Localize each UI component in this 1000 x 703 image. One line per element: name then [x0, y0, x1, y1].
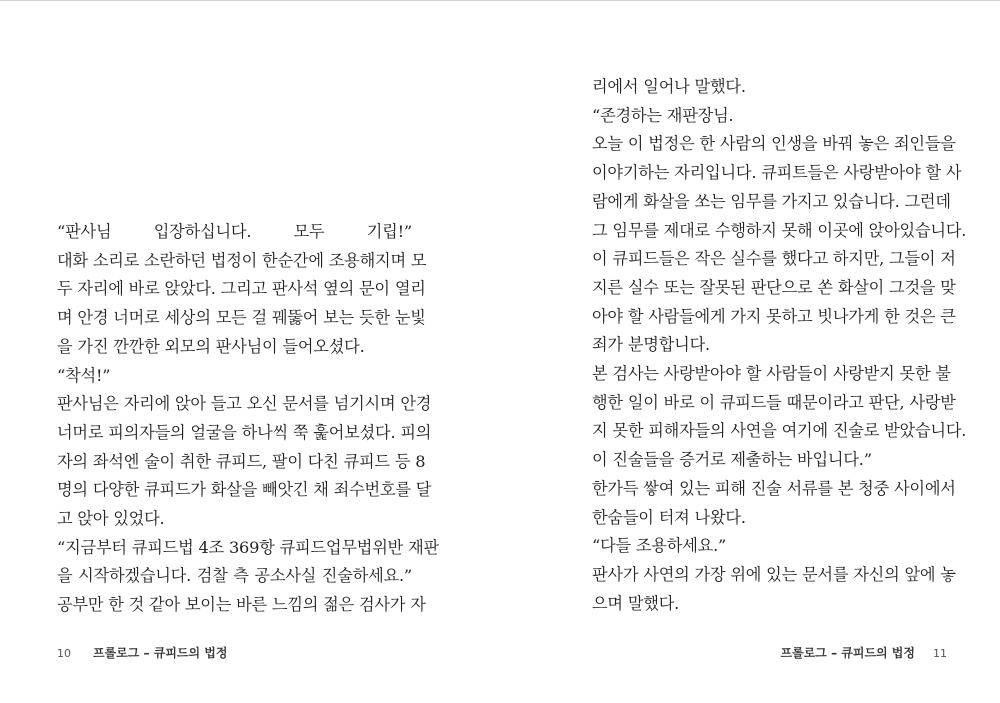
page-number: 10 — [57, 647, 71, 660]
text-line: “존경하는 재판장님. — [592, 105, 734, 125]
text-line: 본 검사는 사랑받아야 할 사람들이 사랑받지 못한 불 — [592, 364, 951, 384]
text-line: 그 임무를 제대로 수행하지 못해 이곳에 앉아있습니다. — [592, 220, 967, 240]
text-line: 자의 좌석엔 술이 취한 큐피드, 팔이 다친 큐피드 등 8 — [57, 451, 426, 471]
text-line: 대화 소리로 소란하던 법정이 한순간에 조용해지며 모 — [57, 250, 427, 270]
right-page — [500, 0, 1000, 703]
text-line: 을 시작하겠습니다. 검찰 측 공소사실 진술하세요.” — [57, 566, 412, 586]
text-line: 으며 말했다. — [592, 593, 680, 613]
text-line: 판사가 사연의 가장 위에 있는 문서를 자신의 앞에 놓 — [592, 564, 956, 584]
text-line: “착석!” — [57, 365, 111, 385]
right-page-footer — [781, 644, 947, 661]
text-line: 고 앉아 있었다. — [57, 509, 165, 529]
text-line: 판사님은 자리에 앉아 들고 오신 문서를 넘기시며 안경 — [57, 394, 432, 414]
text-line: “다들 조용하세요.” — [592, 536, 727, 556]
text-line: 지른 실수 또는 잘못된 판단으로 쏜 화살이 그것을 맞 — [592, 277, 956, 297]
text-line: 행한 일이 바로 이 큐피드들 때문이라고 판단, 사랑받 — [592, 392, 956, 412]
text-line: “판사님 입장하십니다. 모두 기립!” — [57, 222, 412, 241]
text-line: 리에서 일어나 말했다. — [592, 77, 746, 96]
running-title: 프롤로그 – 큐피드의 법정 — [93, 646, 228, 660]
text-line: 한가득 쌓여 있는 피해 진술 서류를 본 청중 사이에서 — [592, 478, 956, 498]
text-line: 람에게 화살을 쏘는 임무를 가지고 있습니다. 그런데 — [592, 191, 951, 211]
text-line: 명의 다양한 큐피드가 화살을 빼앗긴 채 죄수번호를 달 — [57, 480, 432, 500]
text-line: 아야 할 사람들에게 가지 못하고 빗나가게 한 것은 큰 — [592, 306, 956, 326]
text-line: 너머로 피의자들의 얼굴을 하나씩 쭉 훑어보셨다. 피의 — [57, 422, 432, 442]
text-line: 을 가진 깐깐한 외모의 판사님이 들어오셨다. — [57, 336, 365, 356]
text-line: 한숨들이 터져 나왔다. — [592, 507, 746, 527]
running-title: 프롤로그 – 큐피드의 법정 — [780, 646, 915, 660]
left-page-footer — [57, 644, 227, 661]
text-line: 이야기하는 자리입니다. 큐피트들은 사랑받아야 할 사 — [592, 163, 962, 183]
text-line: 이 진술들을 증거로 제출하는 바입니다.” — [592, 450, 872, 470]
text-line: 오늘 이 법정은 한 사람의 인생을 바꿔 놓은 죄인들을 — [592, 134, 956, 154]
text-line: 두 자리에 바로 앉았다. 그리고 판사석 옆의 문이 열리 — [57, 279, 426, 299]
page-number: 11 — [933, 647, 947, 660]
text-line: “지금부터 큐피드법 4조 369항 큐피드업무법위반 재판 — [57, 537, 439, 557]
text-line: 죄가 분명합니다. — [592, 335, 710, 355]
text-line: 며 안경 너머로 세상의 모든 걸 꿰뚫어 보는 듯한 눈빛 — [57, 308, 426, 328]
text-line: 이 큐피드들은 작은 실수를 했다고 하지만, 그들이 저 — [592, 249, 956, 269]
right-page-body — [592, 73, 967, 618]
text-line: 공부만 한 것 같아 보이는 바른 느낌의 젊은 검사가 자 — [57, 595, 426, 615]
text-line: 지 못한 피해자들의 사연을 여기에 진술로 받았습니다. — [592, 421, 967, 441]
left-page-body — [57, 218, 439, 620]
